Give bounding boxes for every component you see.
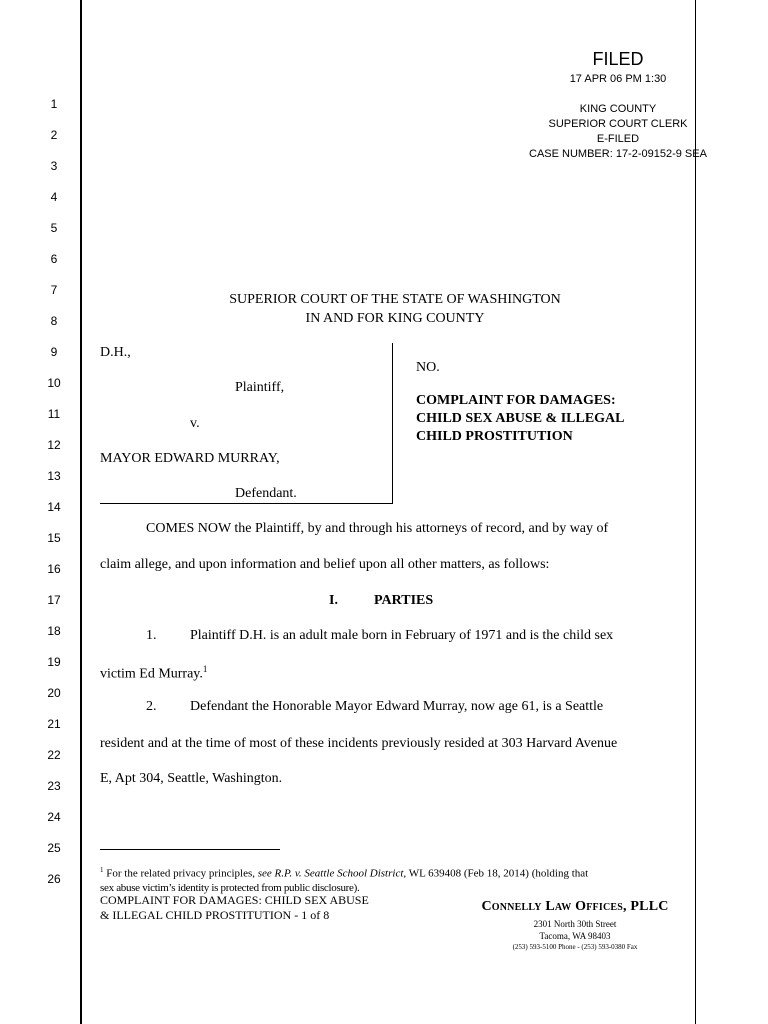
line-number: 11 [47, 407, 61, 421]
line-number: 14 [47, 500, 61, 514]
line-number: 6 [50, 252, 58, 266]
line-number: 4 [50, 190, 58, 204]
defendant-name: MAYOR EDWARD MURRAY, [100, 451, 280, 466]
firm-block [455, 899, 695, 953]
stamp-date: 17 APR 06 PM 1:30 [569, 73, 667, 85]
section-number: I. [329, 593, 338, 608]
line-number: 1 [50, 97, 58, 111]
footnote-line: $^1$ For the related privacy principles, see R.P. v. Seattle School District, WL 639408 (Feb 18, 2014) (holding that [100, 866, 589, 880]
paragraph-number: 1. [146, 628, 157, 643]
versus: v. [190, 416, 200, 431]
line-number: 8 [50, 314, 58, 328]
line-number: 26 [47, 872, 61, 886]
footnote-line: sex abuse victim’s identity is protected from public disclosure). [100, 881, 360, 894]
line-number: 19 [47, 655, 61, 669]
court-heading [100, 290, 690, 328]
line-number: 25 [47, 841, 61, 855]
footnote [100, 863, 690, 895]
footnote-reference[interactable]: 1 [202, 664, 208, 674]
footer-title-line: & ILLEGAL CHILD PROSTITUTION - 1 of 8 [100, 908, 330, 922]
plaintiff-role: Plaintiff, [235, 380, 285, 395]
caption-divider-horizontal [100, 503, 393, 504]
line-number: 23 [47, 779, 61, 793]
case-no-label: NO. [416, 360, 440, 375]
line-number: 20 [47, 686, 61, 700]
complaint-title-line: CHILD PROSTITUTION [416, 429, 573, 444]
caption-divider-vertical [392, 343, 393, 503]
stamp-county: KING COUNTY [579, 103, 657, 115]
complaint-title [416, 392, 625, 446]
court-name: SUPERIOR COURT OF THE STATE OF WASHINGTON [229, 292, 561, 307]
paragraph-1-line [100, 664, 207, 683]
stamp-efiled: E-FILED [596, 133, 640, 145]
line-number: 24 [47, 810, 61, 824]
footer-title-line: COMPLAINT FOR DAMAGES: CHILD SEX ABUSE [100, 893, 369, 907]
firm-address-street: 2301 North 30th Street [533, 919, 617, 929]
case-citation: see R.P. v. Seattle School District [257, 867, 404, 880]
intro-line: COMES NOW the Plaintiff, by and through his attorneys of record, and by way of [146, 521, 609, 536]
paragraph-2-line: Defendant the Honorable Mayor Edward Murray, now age 61, is a Seattle [190, 699, 604, 714]
plaintiff-name: D.H., [100, 345, 131, 360]
line-number: 5 [50, 221, 58, 235]
line-number: 17 [47, 593, 61, 607]
paragraph-2-line: E, Apt 304, Seattle, Washington. [100, 771, 283, 786]
line-number: 3 [50, 159, 58, 173]
stamp-clerk: SUPERIOR COURT CLERK [548, 118, 688, 130]
firm-address-city: Tacoma, WA 98403 [539, 931, 611, 941]
paragraph-1-line: Plaintiff D.H. is an adult male born in February of 1971 and is the child sex [190, 628, 614, 643]
paragraph-number: 2. [146, 699, 157, 714]
left-margin-line [80, 0, 82, 1024]
paragraph-1-text: victim Ed Murray. [100, 666, 203, 682]
footnote-marker: 1 [100, 866, 104, 874]
line-number: 22 [47, 748, 61, 762]
line-number: 9 [50, 345, 58, 359]
line-number: 2 [50, 128, 58, 142]
line-number: 13 [47, 469, 61, 483]
stamp-filed: FILED [592, 49, 644, 69]
section-title: PARTIES [374, 593, 434, 608]
filing-stamp [520, 48, 716, 162]
paragraph-2-line: resident and at the time of most of these incidents previously resided at 303 Harvard Avenue [100, 736, 618, 751]
line-number: 7 [50, 283, 58, 297]
footer-document-title [100, 893, 369, 923]
footnote-separator [100, 849, 280, 850]
court-county: IN AND FOR KING COUNTY [305, 311, 485, 326]
line-number: 12 [47, 438, 61, 452]
complaint-title-line: CHILD SEX ABUSE & ILLEGAL [416, 411, 625, 426]
line-number: 16 [47, 562, 61, 576]
line-number: 10 [47, 376, 61, 390]
line-number: 21 [47, 717, 61, 731]
stamp-case-number: CASE NUMBER: 17-2-09152-9 SEA [529, 148, 707, 160]
line-number: 15 [47, 531, 61, 545]
line-number: 18 [47, 624, 61, 638]
firm-phone: (253) 593-5100 Phone - (253) 593-0380 Fax [512, 943, 638, 951]
defendant-role: Defendant. [235, 486, 297, 501]
intro-line: claim allege, and upon information and belief upon all other matters, as follows: [100, 557, 550, 572]
firm-name: Connelly Law Offices, PLLC [481, 899, 669, 914]
complaint-title-line: COMPLAINT FOR DAMAGES: [416, 393, 616, 408]
